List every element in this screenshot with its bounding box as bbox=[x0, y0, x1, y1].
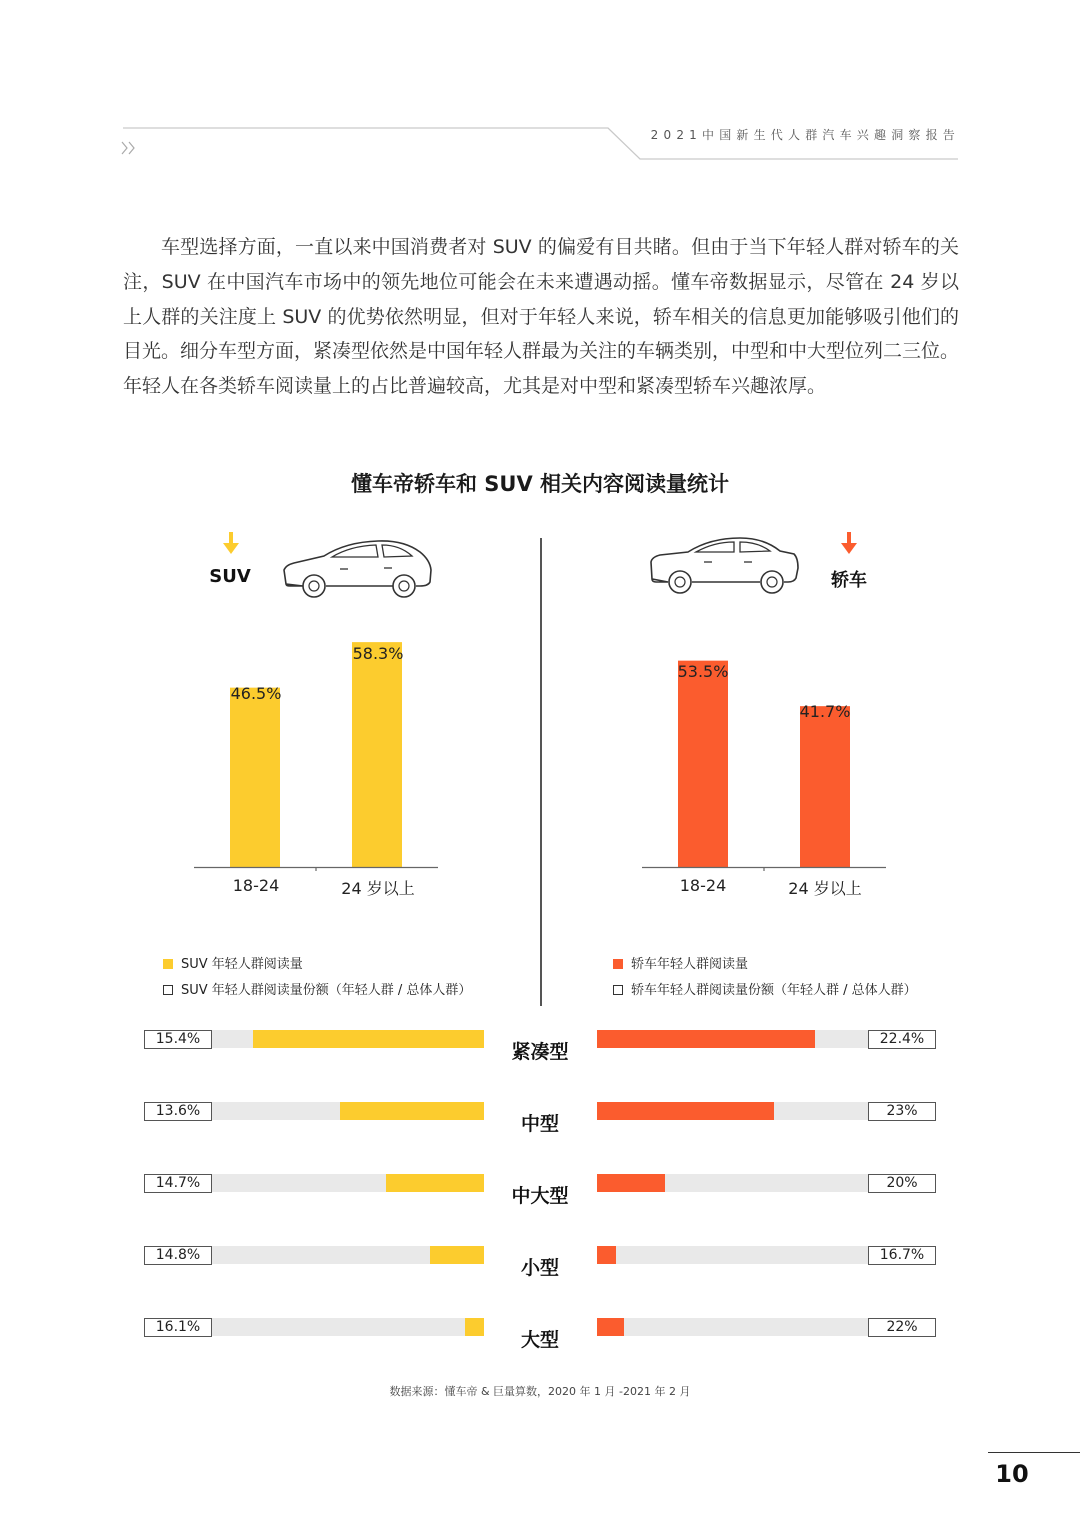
bar-value-label: 41.7% bbox=[799, 702, 851, 721]
sedan-share-box: 22.4% bbox=[868, 1030, 936, 1049]
legend-label: 轿车年轻人群阅读量份额（年轻人群 / 总体人群） bbox=[631, 983, 917, 998]
sedan-share-box: 23% bbox=[868, 1102, 936, 1121]
suv-row-track bbox=[212, 1246, 484, 1264]
sedan-bar bbox=[597, 1174, 665, 1192]
x-tick-label: 18-24 bbox=[679, 876, 727, 895]
bar-value-label: 53.5% bbox=[677, 662, 729, 681]
segment-label: 中型 bbox=[520, 1113, 559, 1135]
sedan-share-box: 20% bbox=[868, 1174, 936, 1193]
suv-share-box: 16.1% bbox=[144, 1318, 212, 1337]
suv-share-box: 14.7% bbox=[144, 1174, 212, 1193]
page-number: 10 bbox=[995, 1460, 1029, 1488]
sedan-share-box: 16.7% bbox=[868, 1246, 936, 1265]
chart-title: 懂车帝轿车和 SUV 相关内容阅读量统计 bbox=[350, 472, 730, 496]
sedan-row-track bbox=[597, 1030, 869, 1048]
suv-share-box: 14.8% bbox=[144, 1246, 212, 1265]
sedan-bar bbox=[597, 1030, 815, 1048]
intro-text: 车型选择方面，一直以来中国消费者对 SUV 的偏爱有目共睹。但由于当下年轻人群对轿车的关注，SUV 在中国汽车市场中的领先地位可能会在未来遭遇动摇。懂车帝数据显示，尽管在 24 岁以上人群的关注度上 SUV 的优势依然明显，但对于年轻人来说，轿车相关的信息更加能够吸引他们的目光。细分车型方面，紧凑型依然是中国年轻人群最为关注的车辆类别，中型和中大型位列二三位。年轻人在各类轿车阅读量上的占比普遍较高，尤其是对中型和紧凑型轿车兴趣浓厚。 bbox=[123, 236, 960, 398]
segment-label: 小型 bbox=[520, 1257, 559, 1279]
bar-value-label: 46.5% bbox=[230, 684, 282, 703]
legend-label: 轿车年轻人群阅读量 bbox=[631, 957, 749, 972]
sedan-row-track bbox=[597, 1246, 869, 1264]
x-tick-label: 24 岁以上 bbox=[341, 879, 415, 898]
data-source-note: 数据来源：懂车帝 & 巨量算数，2020 年 1 月 -2021 年 2 月 bbox=[389, 1385, 691, 1398]
report-title: 2021中国新生代人群汽车兴趣洞察报告 bbox=[650, 128, 960, 142]
segment-label: 大型 bbox=[520, 1329, 559, 1351]
x-tick-label: 18-24 bbox=[232, 876, 280, 895]
suv-bar bbox=[253, 1030, 484, 1048]
suv-bar bbox=[430, 1246, 484, 1264]
sedan-bar bbox=[597, 1318, 624, 1336]
suv-share-box: 15.4% bbox=[144, 1030, 212, 1049]
suv-row-track bbox=[212, 1102, 484, 1120]
sedan-row-track bbox=[597, 1318, 869, 1336]
sedan-row-track bbox=[597, 1174, 869, 1192]
x-tick-label: 24 岁以上 bbox=[788, 879, 862, 898]
suv-share-box: 13.6% bbox=[144, 1102, 212, 1121]
suv-row-track bbox=[212, 1174, 484, 1192]
bar-value-label: 58.3% bbox=[352, 644, 404, 663]
sedan-row-track bbox=[597, 1102, 869, 1120]
suv-bar bbox=[386, 1174, 484, 1192]
suv-row-track bbox=[212, 1030, 484, 1048]
legend-label: SUV 年轻人群阅读量份额（年轻人群 / 总体人群） bbox=[181, 983, 472, 998]
suv-row-track bbox=[212, 1318, 484, 1336]
sedan-share-box: 22% bbox=[868, 1318, 936, 1337]
segment-label: 紧凑型 bbox=[511, 1041, 569, 1063]
sedan-bar bbox=[597, 1102, 774, 1120]
sedan-label: 轿车 bbox=[831, 570, 867, 591]
sedan-bar bbox=[597, 1246, 616, 1264]
segment-label: 中大型 bbox=[511, 1185, 569, 1207]
legend-label: SUV 年轻人群阅读量 bbox=[181, 957, 303, 972]
suv-label: SUV bbox=[209, 566, 251, 587]
page-number-rule bbox=[988, 1452, 1080, 1453]
suv-bar bbox=[340, 1102, 484, 1120]
